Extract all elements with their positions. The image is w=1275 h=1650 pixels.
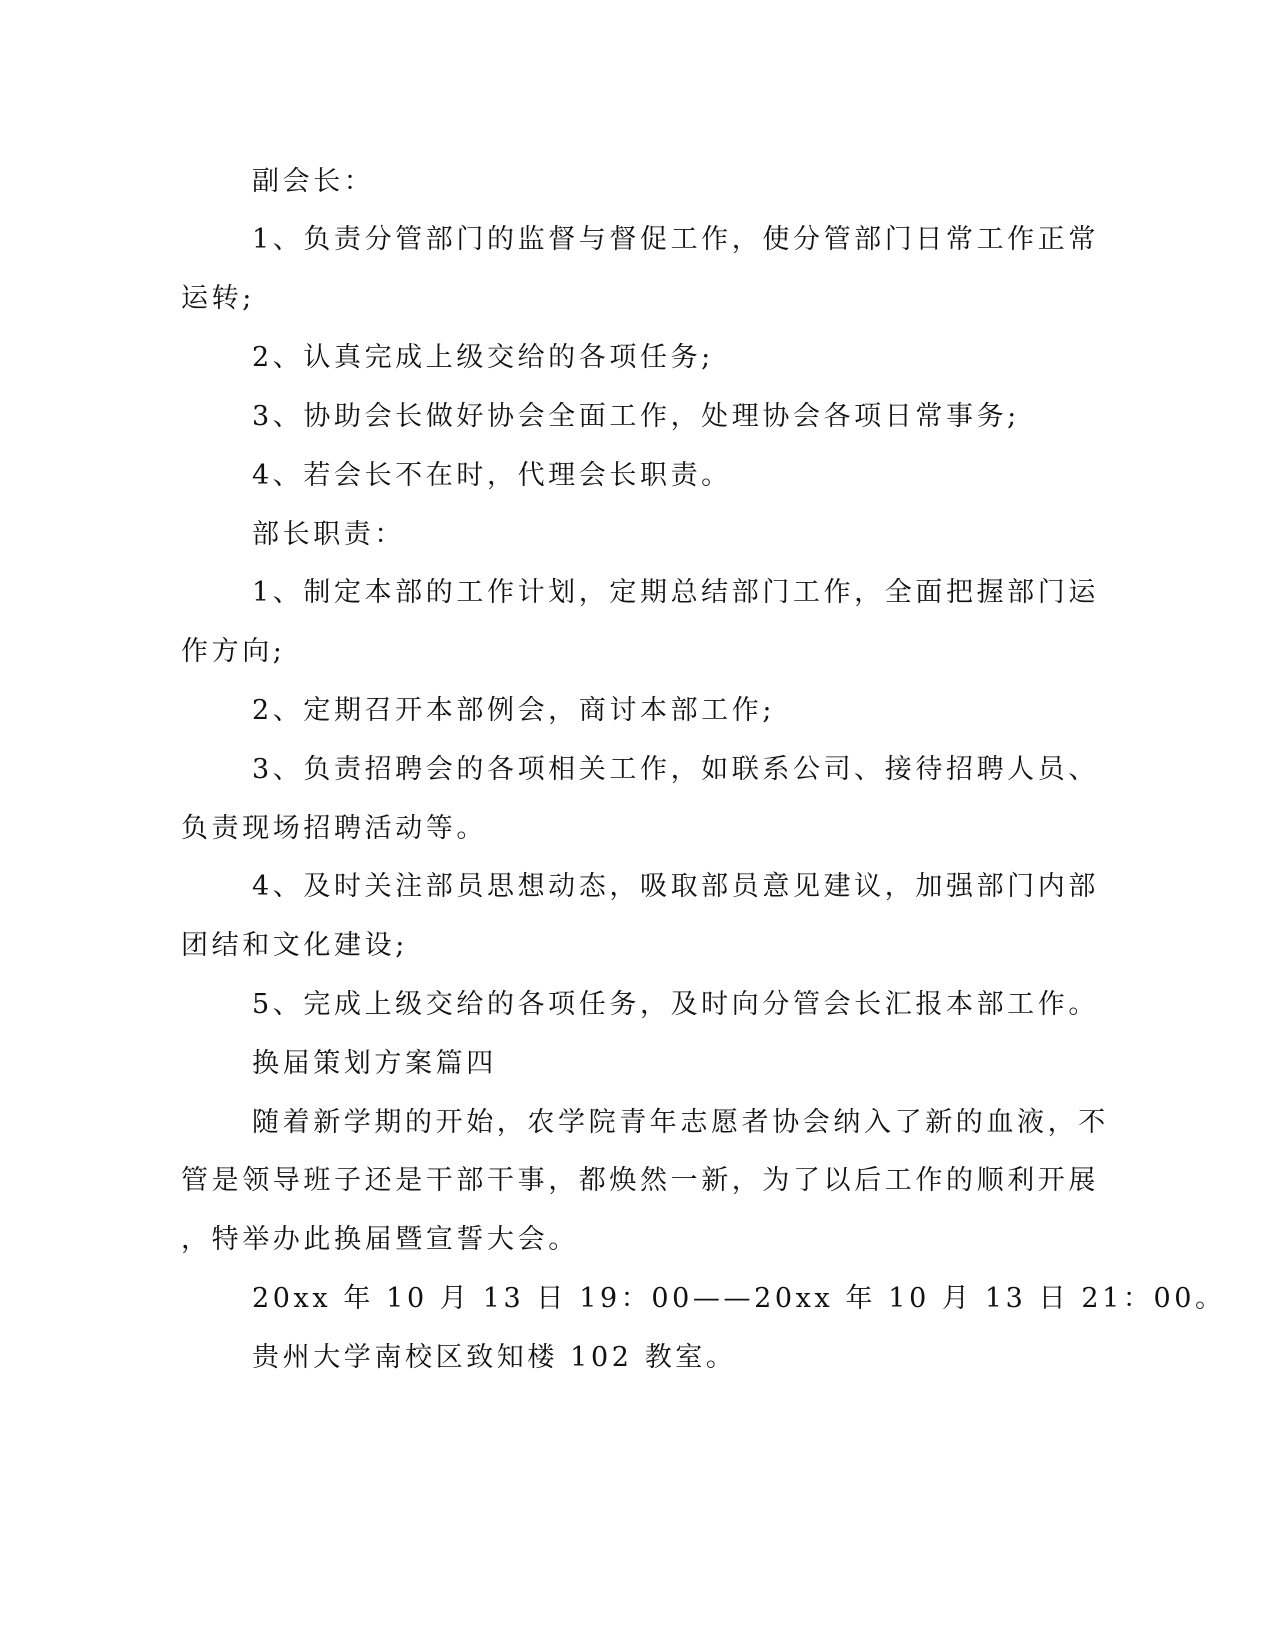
section-title: 换届策划方案篇四	[252, 1048, 497, 1079]
paragraph-line: 1、负责分管部门的监督与督促工作，使分管部门日常工作正常	[252, 224, 1099, 255]
paragraph-line: 管是领导班子还是干部干事，都焕然一新，为了以后工作的顺利开展	[181, 1165, 1099, 1196]
paragraph-line: ，特举办此换届暨宣誓大会。	[181, 1224, 579, 1255]
paragraph-line: 3、负责招聘会的各项相关工作，如联系公司、接待招聘人员、	[252, 754, 1099, 785]
heading-minister-duties: 部长职责：	[252, 519, 405, 550]
paragraph-line: 4、若会长不在时，代理会长职责。	[252, 460, 732, 491]
paragraph-line: 随着新学期的开始，农学院青年志愿者协会纳入了新的血液，不	[252, 1107, 1109, 1138]
paragraph-line: 5、完成上级交给的各项任务，及时向分管会长汇报本部工作。	[252, 989, 1099, 1020]
heading-vice-president: 副会长：	[252, 166, 375, 197]
paragraph-line: 2、认真完成上级交给的各项任务;	[252, 342, 714, 373]
event-location: 贵州大学南校区致知楼 102 教室。	[252, 1342, 737, 1373]
paragraph-line: 4、及时关注部员思想动态，吸取部员意见建议，加强部门内部	[252, 871, 1099, 902]
paragraph-line: 运转;	[181, 283, 255, 314]
paragraph-line: 团结和文化建设;	[181, 930, 408, 961]
paragraph-line: 2、定期召开本部例会，商讨本部工作;	[252, 695, 776, 726]
event-time: 20xx 年 10 月 13 日 19：00——20xx 年 10 月 13 日 21：00。	[252, 1283, 1226, 1314]
paragraph-line: 1、制定本部的工作计划，定期总结部门工作，全面把握部门运	[252, 577, 1099, 608]
paragraph-line: 作方向;	[181, 636, 286, 667]
paragraph-line: 负责现场招聘活动等。	[181, 813, 487, 844]
paragraph-line: 3、协助会长做好协会全面工作，处理协会各项日常事务;	[252, 401, 1020, 432]
